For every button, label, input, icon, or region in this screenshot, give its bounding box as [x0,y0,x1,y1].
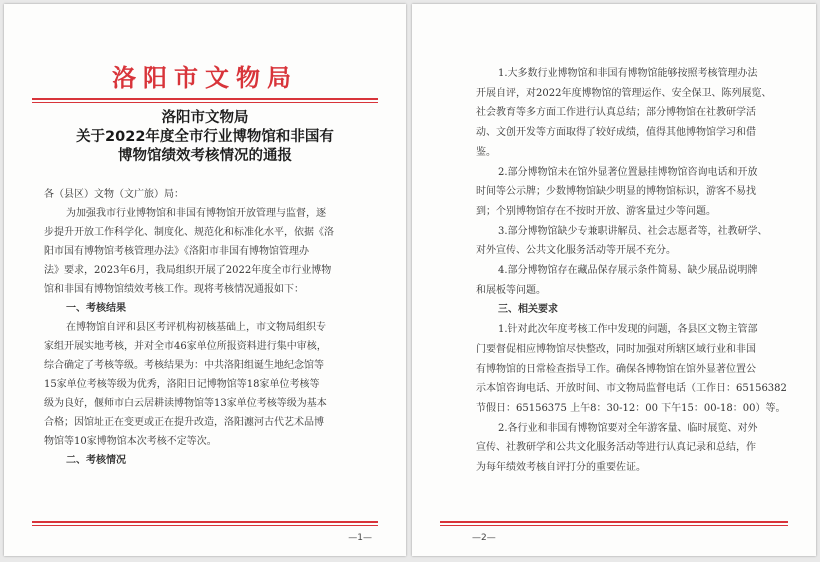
paragraph-line: 综合确定了考核等级。考核结果为：中共洛阳组诞生地纪念馆等 [44,360,324,371]
paragraph-line: 法》要求，2023年6月，我局组织开展了2022年度全市行业博物 [44,265,332,276]
paragraph-line: 馆和非国有博物馆绩效考核工作。现将考核情况通报如下： [44,284,304,295]
list-item-line: 为每年绩效考核自评打分的重要佐证。 [476,462,646,474]
list-item-line: 社会教育等多方面工作进行认真总结；部分博物馆在社教研学活 [476,107,756,119]
list-item-line: 3.部分博物馆缺少专兼职讲解员、社会志愿者等，社教研学、 [498,225,768,237]
agency-letterhead: 洛阳市文物局 [112,63,298,92]
list-item-line: 有博物馆的日常检查指导工作。确保各博物馆在馆外显著位置公 [476,363,756,375]
list-item-line: 示本馆咨询电话、开放时间、市文物局监督电话（工作日：65156382 [476,383,787,395]
paragraph-line: 合格；因馆址正在变更或正在提升改造，洛阳瀍河古代艺术品博 [44,417,324,428]
title-line: 博物馆绩效考核情况的通报 [118,148,292,164]
list-item-line: 宣传、社教研学和公共文化服务活动等进行认真记录和总结，作 [476,442,756,454]
footer-rule-thin [32,525,378,526]
section-heading: 二、考核情况 [66,455,126,466]
list-item-line: 开展自评，对2022年度博物馆的管理运作、安全保卫、陈列展览、 [476,87,772,99]
section-heading: 一、考核结果 [66,303,126,314]
footer-rule [32,521,378,523]
section-heading: 三、相关要求 [498,304,558,316]
list-item-line: 动、文创开发等方面取得了较好成绩，值得其他博物馆学习和借 [476,127,756,139]
footer-rule-thin [440,525,788,526]
paragraph-line: 为加强我市行业博物馆和非国有博物馆开放管理与监督，逐 [66,208,326,219]
title-line: 洛阳市文物局 [161,110,249,126]
page2-body [476,64,787,478]
list-item-line: 对外宣传、公共文化服务活动等开展不充分。 [476,245,676,257]
page-number: —1— [348,533,372,543]
page-number: —2— [472,533,496,543]
document-page-2 [412,4,816,556]
paragraph-line: 阳市国有博物馆考核管理办法》《洛阳市非国有博物馆管理办 [44,246,309,257]
list-item-line: 1.针对此次年度考核工作中发现的问题，各县区文物主管部 [498,324,758,336]
paragraph-line: 级为良好，偃师市白云居耕读博物馆等13家单位考核等级为基本 [44,398,327,409]
title-line: 关于2022年度全市行业博物馆和非国有 [76,129,334,145]
list-item-line: 节假日：65156375 上午8：30-12：00 下午15：00-18：00）等。 [476,402,786,414]
page1-body [44,185,366,470]
letterhead-rule [32,98,378,100]
salutation: 各（县区）文物（文广旅）局： [44,189,184,200]
list-item-line: 时间等公示牌；少数博物馆缺少明显的博物馆标识，游客不易找 [476,186,756,198]
paragraph-line: 家组开展实地考核，并对全市46家单位所报资料进行集中审核， [44,341,327,352]
paragraph-line: 15家单位考核等级为优秀，洛阳日记博物馆等18家单位考核等 [44,379,320,390]
list-item-line: 2.各行业和非国有博物馆要对全年游客量、临时展览、对外 [498,422,758,434]
list-item-line: 到；个别博物馆存在不按时开放、游客量过少等问题。 [476,205,716,217]
paragraph-line: 物馆等10家博物馆本次考核不定等次。 [44,436,217,447]
list-item-line: 鉴。 [476,146,496,158]
letterhead-rule-thin [32,102,378,103]
list-item-line: 和展板等问题。 [476,284,546,296]
paragraph-line: 步提升开放工作科学化、制度化、规范化和标准化水平，依据《洛 [44,227,334,238]
list-item-line: 1.大多数行业博物馆和非国有博物馆能够按照考核管理办法 [498,68,758,79]
list-item-line: 2.部分博物馆未在馆外显著位置悬挂博物馆咨询电话和开放 [498,166,758,178]
document-page-1 [4,4,406,556]
list-item-line: 门要督促相应博物馆尽快整改，同时加强对所辖区域行业和非国 [476,343,756,355]
footer-rule [440,521,788,523]
paragraph-line: 在博物馆自评和县区考评机构初核基础上，市文物局组织专 [66,322,326,333]
document-title [24,109,386,166]
list-item-line: 4.部分博物馆存在藏品保存展示条件简易、缺少展品说明牌 [498,265,758,277]
